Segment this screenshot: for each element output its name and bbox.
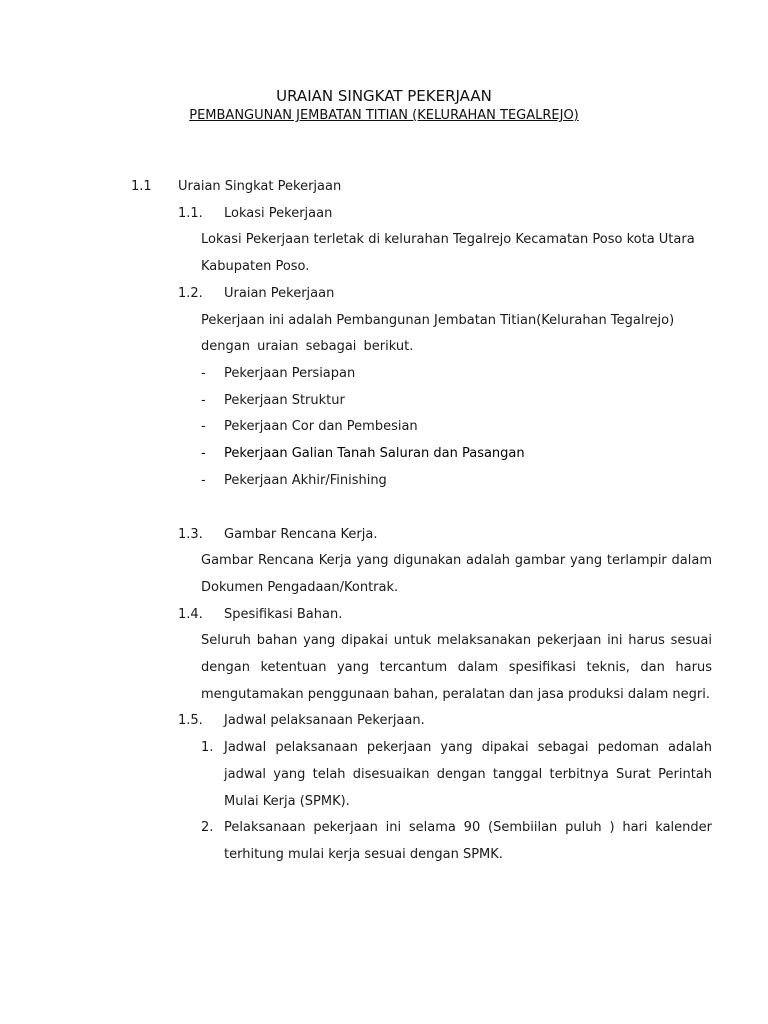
- subsection-heading-lokasi: Lokasi Pekerjaan: [224, 206, 333, 221]
- lokasi-paragraph-line-2: Kabupaten Poso.: [201, 259, 310, 274]
- numbered-marker: 1.: [201, 740, 214, 755]
- list-item: Pekerjaan Galian Tanah Saluran dan Pasangan: [224, 446, 525, 461]
- document-subtitle-text: PEMBANGUNAN JEMBATAN TITIAN (KELURAHAN TEGALREJO): [189, 108, 579, 123]
- numbered-marker: 2.: [201, 820, 214, 835]
- subsection-number-uraian: 1.2.: [178, 286, 203, 301]
- numbered-item-text: Jadwal pelaksanaan pekerjaan yang dipakai sebagai pedoman adalah jadwal yang telah disesuaikan dengan tanggal terbitnya Surat Perintah Mulai Kerja (SPMK).: [224, 740, 712, 809]
- bullet-marker: -: [201, 366, 206, 381]
- list-item: Pekerjaan Struktur: [224, 393, 345, 408]
- spesifikasi-paragraph: Seluruh bahan yang dipakai untuk melaksanakan pekerjaan ini harus sesuai dengan ketentuan yang tercantum dalam spesifikasi teknis, dan harus mengutamakan penggunaan bahan, peralatan dan jasa produksi dalam negri.: [201, 633, 712, 702]
- section-number: 1.1: [131, 179, 152, 194]
- document-title: URAIAN SINGKAT PEKERJAAN: [276, 87, 492, 105]
- subsection-heading-gambar: Gambar Rencana Kerja.: [224, 527, 378, 542]
- lokasi-paragraph-line-1: Lokasi Pekerjaan terletak di kelurahan Tegalrejo Kecamatan Poso kota Utara: [201, 232, 695, 247]
- subsection-number-spesifikasi: 1.4.: [178, 607, 203, 622]
- subsection-number-lokasi: 1.1.: [178, 206, 203, 221]
- subsection-number-gambar: 1.3.: [178, 527, 203, 542]
- bullet-marker: -: [201, 419, 206, 434]
- gambar-paragraph: Gambar Rencana Kerja yang digunakan adalah gambar yang terlampir dalam Dokumen Pengadaan/Kontrak.: [201, 553, 712, 595]
- subsection-heading-spesifikasi: Spesifikasi Bahan.: [224, 607, 343, 622]
- bullet-marker: -: [201, 473, 206, 488]
- bullet-marker: -: [201, 446, 206, 461]
- section-heading: Uraian Singkat Pekerjaan: [178, 179, 342, 194]
- list-item: Pekerjaan Cor dan Pembesian: [224, 419, 418, 434]
- uraian-paragraph-line-2: dengan uraian sebagai berikut.: [201, 339, 414, 354]
- list-item: Pekerjaan Akhir/Finishing: [224, 473, 387, 488]
- subsection-number-jadwal: 1.5.: [178, 713, 203, 728]
- numbered-item-text: Pelaksanaan pekerjaan ini selama 90 (Sembiilan puluh ) hari kalender terhitung mulai kerja sesuai dengan SPMK.: [224, 820, 712, 862]
- subsection-heading-jadwal: Jadwal pelaksanaan Pekerjaan.: [224, 713, 425, 728]
- bullet-marker: -: [201, 393, 206, 408]
- document-subtitle: [0, 107, 768, 125]
- subsection-heading-uraian: Uraian Pekerjaan: [224, 286, 335, 301]
- uraian-paragraph-line-1: Pekerjaan ini adalah Pembangunan Jembatan Titian(Kelurahan Tegalrejo): [201, 313, 675, 328]
- list-item: Pekerjaan Persiapan: [224, 366, 356, 381]
